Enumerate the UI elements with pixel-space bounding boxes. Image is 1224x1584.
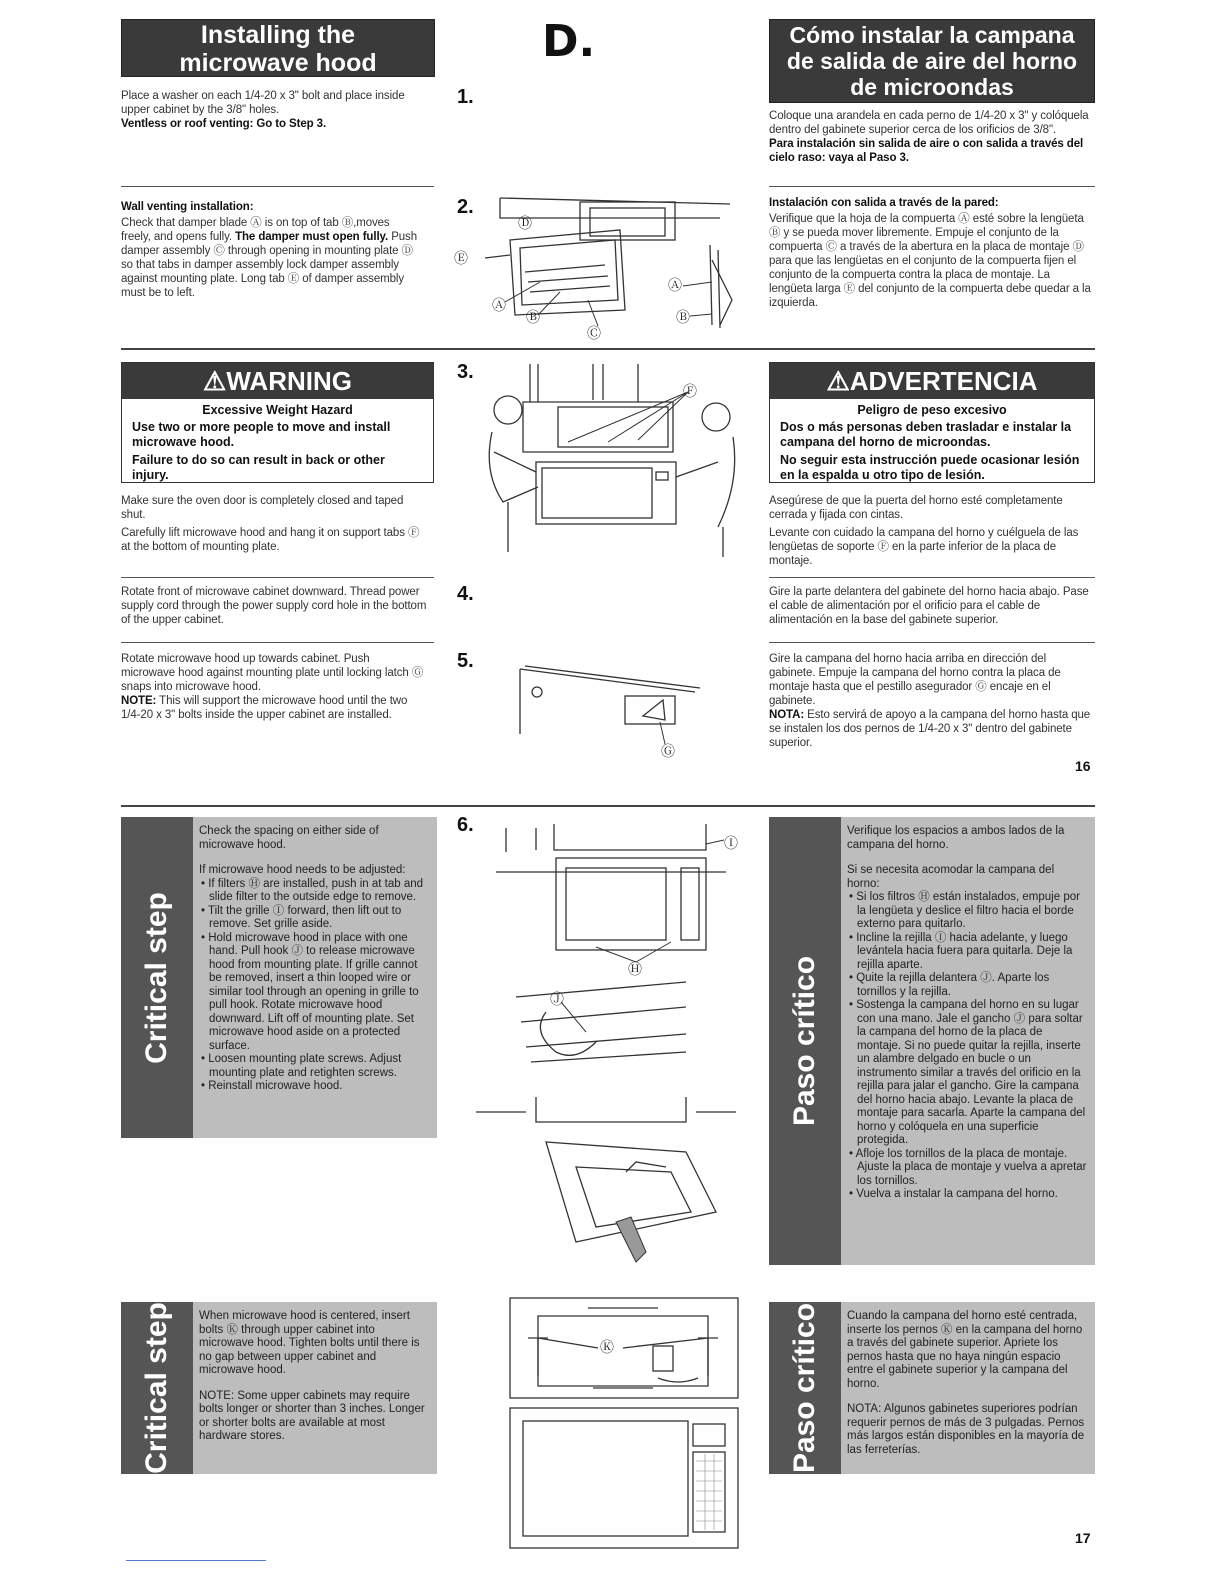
page-number-17: 17 (1075, 1530, 1091, 1546)
c2-en-p1: When microwave hood is centered, insert bolts Ⓚ through upper cabinet into microwave hood. Tighten bolts until there is no gap between upper cabinet and microwave hood. (199, 1310, 420, 1376)
step2-en-title: Wall venting installation: (121, 201, 254, 213)
step5-es-body: Gire la campana del horno hacia arriba en dirección del gabinete. Empuje la campana del horno contra la placa de montaje hasta que el pestillo asegurador Ⓖ encaje en el gabinete. (769, 653, 1061, 707)
c2-es-p1: Cuando la campana del horno esté centrada, inserte los pernos Ⓚ en la campana del horno a través del gabinete superior. Apriete los pernos hasta que no haya ningún espacio entre el gabinete superior y la campana del horno. (847, 1310, 1083, 1390)
step2-en-b: The damper must open fully. (235, 231, 389, 243)
step6-label-i: Ⓘ (724, 836, 738, 852)
warning-line1-es: Dos o más personas deben trasladar e instalar la campana del horno de microondas. (780, 420, 1072, 449)
step6-label-h: Ⓗ (628, 962, 642, 978)
c2-en-p2: NOTE: Some upper cabinets may require bolts longer or shorter than 3 inches. Longer or shorter bolts are available at most hardware stores. (199, 1389, 425, 1442)
critical-step-body-en-1 (199, 825, 431, 1094)
step6-adjust-diagram (476, 822, 746, 1292)
critical-step-bar-es-1 (769, 817, 841, 1265)
step2-label-a-left: Ⓐ (492, 298, 506, 314)
warning-bar-es: ⚠ADVERTENCIA (770, 363, 1094, 399)
c1-es-list (847, 891, 1089, 1202)
c1-en-lead: If microwave hood needs to be adjusted: (199, 864, 406, 876)
warning-line2-es: No seguir esta instrucción puede ocasionar lesión en la espalda u otro tipo de lesión. (780, 453, 1080, 482)
step5-label-g: Ⓖ (661, 744, 675, 760)
step2-label-c: Ⓒ (587, 326, 601, 340)
step1-en-bold: Ventless or roof venting: Go to Step 3. (121, 118, 327, 130)
c1-es-item: • Vuelva a instalar la campana del horno. (849, 1188, 1058, 1200)
c1-es-intro: Verifique los espacios a ambos lados de la campana del horno. (847, 825, 1065, 851)
step2-text-es (769, 196, 1095, 310)
c1-es-item: • Incline la rejilla Ⓘ hacia adelante, y luego levántela hacia fuera para quitarla. Deje la rejilla aparte. (849, 931, 1073, 971)
step2-number: 2. (457, 196, 474, 218)
header-en-line2: microwave hood (179, 49, 377, 77)
step6-label-k: Ⓚ (600, 1340, 614, 1356)
critical-step-label-en-2: Critical step (140, 1302, 173, 1474)
step2-label-d: Ⓓ (518, 216, 532, 232)
critical-step-en-1 (121, 817, 437, 1138)
warning-line2-en: Failure to do so can result in back or other injury. (132, 453, 385, 482)
step1-text-en (121, 89, 426, 131)
step2-damper-diagram (450, 190, 750, 340)
c1-en-intro: Check the spacing on either side of microwave hood. (199, 825, 379, 851)
step3-number: 3. (457, 361, 474, 383)
step5-es-note-label: NOTA: (769, 709, 805, 721)
critical-step-en-2 (121, 1302, 437, 1474)
step1-text-es (769, 109, 1095, 165)
step6-label-j: Ⓙ (550, 992, 564, 1008)
critical-step-bar-es-2 (769, 1302, 841, 1474)
step5-en-note: This will support the microwave hood until the two 1/4-20 x 3" bolts inside the upper cabinet are installed. (121, 695, 408, 721)
c1-en-item: • Reinstall microwave hood. (201, 1080, 343, 1092)
header-es (769, 19, 1095, 103)
critical-step-label-es-2: Paso crítico (788, 1302, 821, 1474)
c1-en-item: • Tilt the grille Ⓘ forward, then lift out to remove. Set grille aside. (201, 904, 402, 930)
warning-line1-en: Use two or more people to move and install microwave hood. (132, 420, 391, 449)
step1-number: 1. (457, 86, 474, 108)
c2-es-p2: NOTA: Algunos gabinetes superiores podrían requerir pernos de más de 3 pulgadas. Pernos más largos están disponibles en la mayoría de las ferreterías. (847, 1403, 1085, 1456)
step3-text-es (769, 494, 1089, 568)
step5-en-body: Rotate microwave hood up towards cabinet. Push microwave hood against mounting plate until locking latch Ⓖ snaps into microwave hood. (121, 653, 424, 693)
warning-box-es (769, 362, 1095, 483)
step3-es-1: Asegúrese de que la puerta del horno esté completamente cerrada y fijada con cintas. (769, 495, 1063, 521)
step3-lift-diagram (478, 362, 740, 562)
warning-title-es: Peligro de peso excesivo (857, 403, 1007, 417)
section-letter: D. (542, 16, 596, 67)
c1-en-item: • If filters Ⓗ are installed, push in at tab and slide filter to the outside edge to remove. (201, 877, 424, 903)
step2-en-c: Push damper assembly Ⓒ through opening in mounting plate Ⓓ so that tabs in damper assembly lock damper assembly against mounting plate. Long tab Ⓔ of damper assembly must be to left. (121, 231, 417, 299)
critical-step-body-es-2 (847, 1310, 1089, 1469)
critical-step-bar-en-2 (121, 1302, 193, 1474)
divider-4 (121, 642, 434, 643)
c1-en-item: • Loosen mounting plate screws. Adjust mounting plate and retighten screws. (201, 1053, 402, 1079)
step3-en-2: Carefully lift microwave hood and hang it on support tabs Ⓕ at the bottom of mounting plate. (121, 527, 420, 553)
step1-es-bold: Para instalación sin salida de aire o con salida a través del cielo raso: vaya al Paso 3. (769, 138, 1084, 164)
divider-2 (121, 348, 1095, 350)
step5-text-en (121, 652, 426, 722)
critical-step-label-es-1: Paso crítico (788, 955, 821, 1127)
step6-number: 6. (457, 814, 474, 836)
header-es-line3: de microondas (850, 74, 1014, 100)
step1-en-body: Place a washer on each 1/4-20 x 3" bolt and place inside upper cabinet by the 3/8" holes. (121, 90, 405, 116)
step2-es-title: Instalación con salida a través de la pared: (769, 197, 999, 209)
header-en-line1: Installing the (200, 21, 356, 49)
footer-link-line (126, 1560, 266, 1561)
c1-es-item: • Si los filtros Ⓗ están instalados, empuje por la lengüeta y deslice el filtro hacia el borde externo para quitarlo. (849, 891, 1080, 930)
step6-bolt-diagram (508, 1296, 744, 1560)
critical-step-body-en-2 (199, 1310, 431, 1456)
divider-3 (121, 577, 434, 578)
step3-es-2: Levante con cuidado la campana del horno y cuélguela de las lengüetas de soporte Ⓕ en la parte inferior de la placa de montaje. (769, 527, 1079, 567)
header-es-line1: Cómo instalar la campana (789, 22, 1075, 48)
critical-step-es-1 (769, 817, 1095, 1265)
c1-en-item: • Hold microwave hood in place with one hand. Pull hook Ⓙ to release microwave hood from mounting plate. If grille cannot be removed, insert a thin looped wire or similar tool through an opening in grille to pull hook. Rotate microwave hood downward. Lift off of mounting plate. Set microwave hood aside on a protected surface. (201, 931, 419, 1052)
divider-page (121, 805, 1095, 807)
c1-en-list (199, 878, 431, 1094)
critical-step-label-en-1: Critical step (140, 891, 173, 1064)
step3-en-1: Make sure the oven door is completely closed and taped shut. (121, 495, 404, 521)
c1-es-item: • Quite la rejilla delantera Ⓙ. Aparte los tornillos y la rejilla. (849, 972, 1050, 998)
critical-step-bar-en-1 (121, 817, 193, 1138)
divider-4b (769, 642, 1095, 643)
step2-label-b-right: Ⓑ (676, 310, 690, 326)
step5-latch-diagram (515, 664, 705, 764)
warning-title-en: Excessive Weight Hazard (202, 403, 353, 417)
header-es-line2: de salida de aire del horno (786, 48, 1078, 74)
step3-label-f: Ⓕ (683, 384, 697, 400)
critical-step-body-es-1 (847, 825, 1089, 1202)
step2-en-a: Check that damper blade Ⓐ is on top of tab Ⓑ,moves freely, and opens fully. (121, 217, 390, 243)
c1-es-item: • Sostenga la campana del horno en su lugar con una mano. Jale el gancho Ⓙ para soltar la campana del horno de la placa de montaje. Si no puede quitar la rejilla, inserte un alambre delgado en bucle o un instrumento similar a través del orificio en la rejilla para jalar el gancho. Gire la campana del horno hacia abajo. Levante la placa de montaje para sacarla. Aparte la campana del horno y colóquela en una superficie protegida. (849, 999, 1086, 1146)
c1-es-item: • Afloje los tornillos de la placa de montaje. Ajuste la placa de montaje y vuelva a apretar los tornillos. (849, 1147, 1087, 1187)
step5-es-note: Esto servirá de apoyo a la campana del horno hasta que se instalen los dos pernos de 1/4-20 x 3" dentro del gabinete superior. (769, 709, 1091, 749)
header-en (121, 19, 435, 77)
step2-label-b-left: Ⓑ (526, 310, 540, 326)
step4-text-es: Gire la parte delantera del gabinete del horno hacia abajo. Pase el cable de alimentación por el orificio para el cable de alimentación en la base del gabinete superior. (769, 586, 1089, 626)
divider-1b (769, 186, 1095, 187)
page-number-16: 16 (1075, 758, 1091, 774)
divider-3b (769, 577, 1095, 578)
critical-step-es-2 (769, 1302, 1095, 1474)
step4-text-en: Rotate front of microwave cabinet downward. Thread power supply cord through the power supply cord hole in the bottom of the upper cabinet. (121, 586, 427, 626)
step3-text-en (121, 494, 421, 554)
step5-number: 5. (457, 650, 474, 672)
step2-label-a-right: Ⓐ (668, 278, 682, 294)
step2-label-e: Ⓔ (454, 251, 468, 267)
step2-text-en (121, 200, 421, 300)
step5-text-es (769, 652, 1095, 750)
step5-en-note-label: NOTE: (121, 695, 157, 707)
warning-box-en (121, 362, 434, 483)
step1-es-body: Coloque una arandela en cada perno de 1/4-20 x 3" y colóquela dentro del gabinete superior cerca de los orificios de 3/8". (769, 110, 1089, 136)
divider-1 (121, 186, 434, 187)
step4-number: 4. (457, 583, 474, 605)
step2-es-body: Verifique que la hoja de la compuerta Ⓐ esté sobre la lengüeta Ⓑ y se pueda mover libremente. Empuje el conjunto de la compuerta Ⓒ a través de la abertura en la placa de montaje Ⓓ para que las lengüetas en el conjunto de la compuerta fijen el conjunto de la compuerta contra la placa de montaje. La lengüeta larga Ⓔ del conjunto de la compuerta debe quedar a la izquierda. (769, 213, 1091, 309)
c1-es-lead: Si se necesita acomodar la campana del horno: (847, 864, 1055, 890)
warning-bar-en: ⚠WARNING (122, 363, 433, 399)
